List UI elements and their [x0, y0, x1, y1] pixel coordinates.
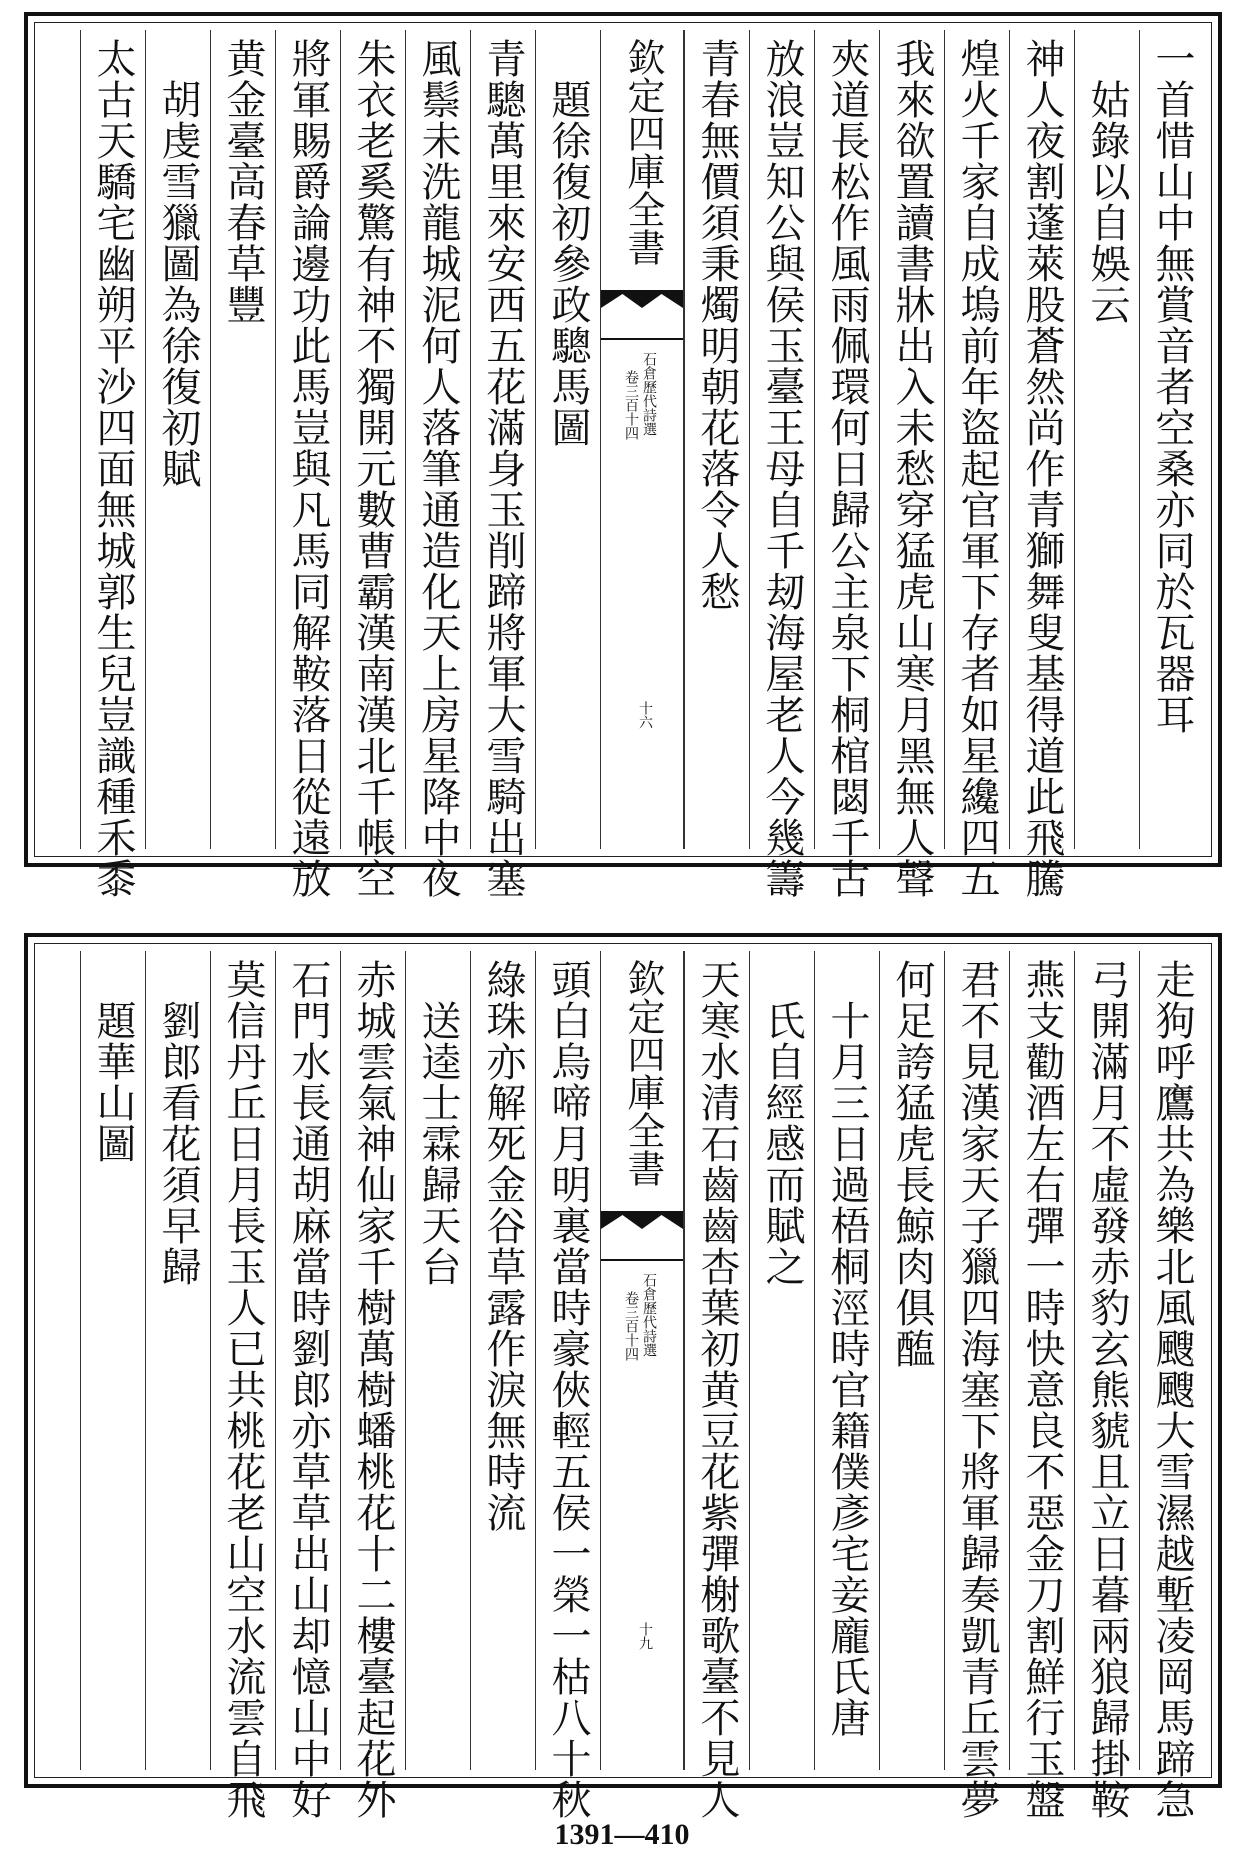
text-column — [145, 951, 210, 1770]
text-column — [684, 30, 749, 849]
column-text: 風鬃未洗龍城泥何人落筆通造化天上房星降中夜 — [415, 38, 461, 899]
text-column — [879, 951, 944, 1770]
column-text: 送逵士霖歸天台 — [415, 959, 461, 1287]
column-text: 將軍賜爵論邊功此馬豈與凡馬同解鞍落日從遠放 — [285, 38, 331, 899]
center-fold-book-title: 石倉歷代詩選 — [641, 352, 657, 436]
column-text: 夾道長松作風雨佩環何日歸公主泉下桐棺閟千古 — [824, 38, 870, 899]
text-column — [749, 951, 814, 1770]
text-column — [145, 30, 210, 849]
text-column — [1009, 30, 1074, 899]
text-column — [684, 951, 749, 1820]
text-column — [80, 30, 145, 899]
column-text: 綠珠亦解死金谷草露作淚無時流 — [480, 959, 526, 1533]
text-column — [80, 951, 145, 1770]
column-text: 放浪豈知公與侯玉臺王母自千刼海屋老人今幾籌 — [759, 38, 805, 899]
column-text: 題華山圖 — [90, 959, 136, 1164]
text-column — [1074, 951, 1139, 1820]
column-text: 十月三日過梧桐涇時官籍僕彥宅妾龐氏唐 — [824, 959, 870, 1738]
text-column — [814, 951, 879, 1770]
text-column — [275, 30, 340, 899]
center-fold-title: 欽定四庫全書 — [621, 959, 665, 1187]
column-text: 胡虔雪獵圖為徐復初賦 — [155, 38, 201, 489]
text-column — [470, 30, 535, 899]
text-column — [275, 951, 340, 1820]
center-fold-page-number: 十九 — [637, 1622, 653, 1650]
column-text: 劉郎看花須早歸 — [155, 959, 201, 1287]
column-text: 我來欲置讀書牀出入未愁穿猛虎山寒月黑無人聲 — [889, 38, 935, 899]
center-fold-book-title: 石倉歷代詩選 — [641, 1273, 657, 1357]
text-column — [1009, 951, 1074, 1820]
column-text: 弓開滿月不虛發赤豹玄熊䝞且立日暮兩狼歸掛鞍 — [1084, 959, 1130, 1820]
text-column — [470, 951, 535, 1770]
text-column — [944, 951, 1009, 1820]
text-column — [405, 951, 470, 1770]
lower-page — [24, 933, 1222, 1820]
column-text: 頭白烏啼月明裏當時豪俠輕五侯一榮一枯八十秋 — [545, 959, 591, 1820]
text-column — [405, 30, 470, 899]
text-column — [535, 951, 600, 1820]
column-text: 一首惜山中無賞音者空桑亦同於瓦器耳 — [1149, 38, 1195, 735]
upper-page — [24, 12, 1222, 899]
column-text: 天寒水清石齒齒杏葉初黄豆花紫彈榭歌臺不見人 — [694, 959, 740, 1820]
column-text: 青驄萬里來安西五花滿身玉削蹄將軍大雪騎出塞 — [480, 38, 526, 899]
text-column — [210, 951, 275, 1820]
center-fold — [600, 951, 684, 1770]
fish-tail-icon — [601, 290, 683, 340]
column-text: 君不見漢家天子獵四海塞下將軍歸奏凱青丘雲夢 — [954, 959, 1000, 1820]
text-column — [879, 30, 944, 899]
center-fold-page-number: 十六 — [637, 701, 653, 729]
column-text: 題徐復初參政驄馬圖 — [545, 38, 591, 448]
column-text: 黄金臺高春草豐 — [220, 38, 266, 325]
column-text: 何足誇猛虎長鯨肉俱醢 — [889, 959, 935, 1369]
column-text: 太古天驕宅幽朔平沙四面無城郭生兒豈識種禾黍 — [90, 38, 136, 899]
column-text: 朱衣老奚驚有神不獨開元數曹霸漢南漢北千帳空 — [350, 38, 396, 899]
text-column — [535, 30, 600, 849]
column-text: 青春無價須秉燭明朝花落令人愁 — [694, 38, 740, 612]
page-reference-number: 1391—410 — [554, 1818, 690, 1851]
column-text: 姑錄以自娛云 — [1084, 38, 1130, 325]
text-column — [944, 30, 1009, 899]
column-text: 煌火千家自成塢前年盜起官軍下存者如星纔四五 — [954, 38, 1000, 899]
fish-tail-icon — [601, 1211, 683, 1261]
center-fold-juan: 卷三百十四 — [623, 370, 639, 440]
text-column — [1139, 30, 1204, 849]
text-column — [749, 30, 814, 899]
text-column — [1074, 30, 1139, 849]
column-text: 赤城雲氣神仙家千樹萬樹蟠桃花十二樓臺起花外 — [350, 959, 396, 1820]
column-text: 神人夜割蓬萊股蒼然尚作青獅舞叟基得道此飛騰 — [1019, 38, 1065, 899]
text-column — [814, 30, 879, 899]
center-fold-juan: 卷三百十四 — [623, 1291, 639, 1361]
text-column — [340, 951, 405, 1820]
text-column — [1139, 951, 1204, 1820]
text-column — [340, 30, 405, 899]
column-text: 燕支勸酒左右彈一時快意良不惡金刀割鮮行玉盤 — [1019, 959, 1065, 1820]
column-text: 石門水長通胡麻當時劉郎亦草草出山却憶山中好 — [285, 959, 331, 1820]
upper-page-columns — [42, 30, 1204, 899]
column-text: 莫信丹丘日月長玉人已共桃花老山空水流雲自飛 — [220, 959, 266, 1820]
text-column — [210, 30, 275, 849]
center-fold-title: 欽定四庫全書 — [621, 38, 665, 266]
column-text: 氏自經感而賦之 — [759, 959, 805, 1287]
lower-page-columns — [42, 951, 1204, 1820]
center-fold — [600, 30, 684, 849]
column-text: 走狗呼鷹共為樂北風颼颼大雪濕越塹凌岡馬蹄急 — [1149, 959, 1195, 1820]
